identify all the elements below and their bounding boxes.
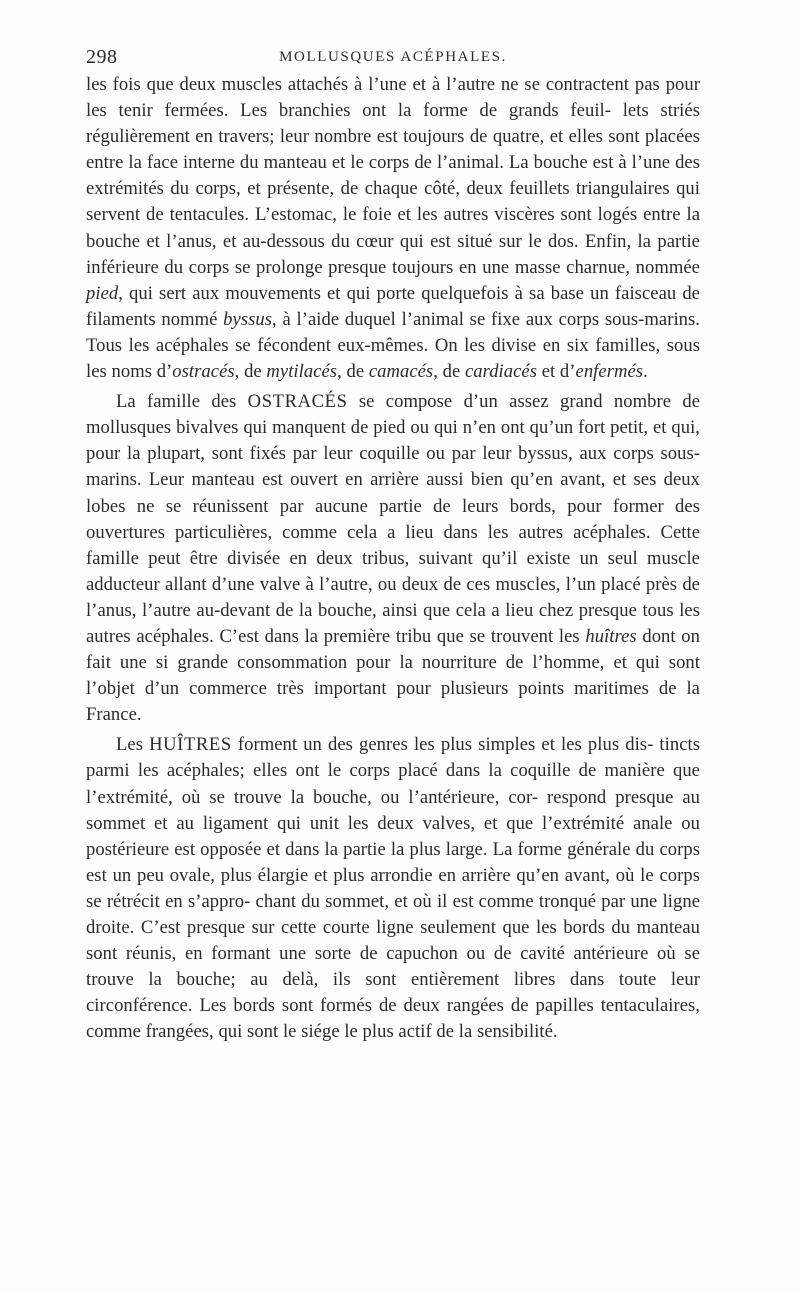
term-huitres: huîtres [585,625,637,647]
running-title: MOLLUSQUES ACÉPHALES. [279,49,507,65]
text-run: forment un des genres les plus simples et les plus dis- tincts parmi les acéphales; elles ont le corps placé dans la coquille de manière que l’extrémité, où se trouve la bouche, ou l’antérieure, cor- respond presque au sommet et au ligament qui unit les deux valves, et que l’extrémité anale ou postérieure est opposée et dans la partie la plus large. La forme générale du corps est un peu ovale, plus élargie et plus arrondie en arrière qu’en avant, où le corps se rétrécit en s’appro- chant du sommet, et où il est comme tronqué par une ligne droite. C’est presque sur cette courte ligne seulement que les bords du manteau sont réunis, en formant une sorte de capuchon ou de cavité antérieure où se trouve la bouche; au delà, ils sont entièrement libres dans toute leur circonférence. Les bords sont formés de deux rangées de papilles tentaculaires, comme frangées, qui sont le siége le plus actif de la sensibilité. [86,734,700,1043]
term-enfermes: enfermés [575,361,644,383]
paragraph-anatomy [86,72,700,385]
term-byssus: byssus [223,308,273,330]
text-run: , de [433,361,465,383]
text-run: , de [337,361,369,383]
text-run: dont on fait une si grande consommation pour la nourriture de l’homme, et qui sont l’objet d’un commerce très important pour plusieurs points maritimes de la France. [86,625,700,726]
body-text [86,72,700,1045]
text-run: , qui sert aux mouvements et qui porte quelquefois à sa base un faisceau de filaments nommé [86,282,700,330]
text-run: , à l’aide duquel l’animal se fixe aux corps sous-marins. Tous les acéphales se fécondent eux-mêmes. On les divise en six familles, sous les noms d’ [86,308,700,383]
text-run: , de [234,361,267,383]
text-run: les fois que deux muscles attachés à l’une et à l’autre ne se contractent pas pour les tenir fermées. Les branchies ont la forme de grands feuil- lets striés régulièrement en travers; leur nombre est toujours de quatre, et elles sont placées entre la face interne du manteau et le corps de l’animal. La bouche est à l’une des extrémités du corps, et présente, de chaque côté, deux feuillets triangulaires qui servent de tentacules. L’estomac, le foie et les autres viscères sont logés entre la bouche et l’anus, et au-dessous du cœur qui est situé sur le dos. Enfin, la partie inférieure du corps se prolonge presque toujours en une masse charnue, nommée [86,74,700,278]
heading-ostraces: OSTRACÉS [247,391,348,413]
term-ostraces: ostracés [172,361,235,383]
term-camaces: camacés [368,361,434,383]
term-pied: pied [86,282,119,304]
text-run: . [643,361,648,383]
term-mytilaces: mytilacés [266,361,338,383]
heading-huitres: HUÎTRES [149,734,232,756]
text-run: et d’ [537,361,576,383]
text-run: La famille des [116,391,248,413]
page-header [86,46,700,70]
term-cardiaces: cardiacés [464,361,538,383]
page-number: 298 [86,46,118,68]
text-run: Les [116,734,150,756]
paragraph-huitres [86,732,700,1045]
paragraph-ostraces [86,389,700,728]
text-run: se compose d’un assez grand nombre de mollusques bivalves qui manquent de pied ou qui n’en ont qu’un fort petit, et qui, pour la plupart, sont fixés par leur coquille ou par leur byssus, aux corps sous-marins. Leur manteau est ouvert en arrière aussi bien qu’en avant, et ses deux lobes ne se réunissent par aucune partie de leurs bords, pour former des ouvertures particulières, comme cela a lieu dans les autres acéphales. Cette famille peut être divisée en deux tribus, suivant qu’il existe un seul muscle adducteur allant d’une valve à l’autre, ou deux de ces muscles, l’un placé près de l’anus, l’autre au-devant de la bouche, ainsi que cela a lieu chez presque tous les autres acéphales. C’est dans la première tribu que se trouvent les [86,391,701,647]
